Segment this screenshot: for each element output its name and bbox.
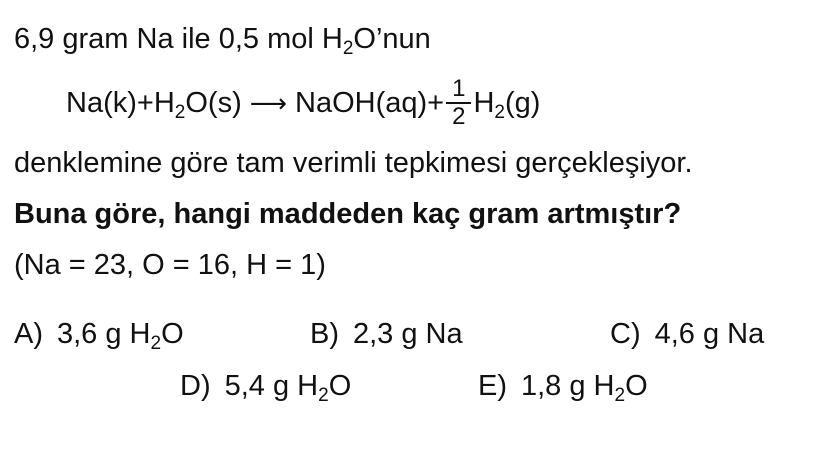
fraction-numerator: 1 xyxy=(446,76,471,104)
option-c-text: 4,6 g Na xyxy=(654,318,765,350)
reactant-sodium: Na(k) xyxy=(66,86,137,119)
chemical-equation xyxy=(66,73,540,133)
atomic-masses: (Na = 23, O = 16, H = 1) xyxy=(14,249,326,281)
option-e-letter: E) xyxy=(478,370,507,402)
question-line-3: denklemine göre tam verimli tepkimesi gerçekleşiyor. xyxy=(14,147,693,179)
question-intro xyxy=(14,22,431,59)
option-d-letter: D) xyxy=(180,370,211,402)
fraction-denominator: 2 xyxy=(452,103,466,130)
option-e[interactable]: E) 1,8 g $H_2O$ xyxy=(478,370,648,406)
option-c-letter: C) xyxy=(610,318,641,350)
plus-sign-2: + xyxy=(427,86,445,119)
intro-text-suffix: O’nun xyxy=(353,23,431,55)
intro-text: 6,9 gram Na ile 0,5 mol H xyxy=(14,23,343,55)
option-b[interactable] xyxy=(310,317,463,351)
reaction-arrow: ⟶ xyxy=(249,87,288,118)
option-a-text: 3,6 g H xyxy=(57,318,151,350)
product-naoh: NaOH(aq) xyxy=(295,86,428,119)
option-a-letter: A) xyxy=(14,318,43,350)
option-d[interactable]: D) 5,4 g $H_2O$ xyxy=(180,370,352,406)
option-a[interactable]: A) 3,6 g $H_2O$ xyxy=(14,318,184,354)
option-e-text: 1,8 g H xyxy=(521,370,615,402)
reactant-water: $H_2O(s)$ xyxy=(153,86,242,123)
option-b-letter: B) xyxy=(310,318,339,350)
option-b-text: 2,3 g Na xyxy=(353,318,463,350)
option-c[interactable] xyxy=(610,317,764,351)
question-prompt: Buna göre, hangi maddeden kaç gram artmıştır? xyxy=(14,198,682,230)
plus-sign: + xyxy=(136,86,154,119)
coefficient-fraction xyxy=(446,76,471,130)
intro-subscript: 2 xyxy=(342,38,354,59)
option-d-text: 5,4 g H xyxy=(224,370,319,402)
product-hydrogen: $H_2(g)$ xyxy=(473,86,541,123)
